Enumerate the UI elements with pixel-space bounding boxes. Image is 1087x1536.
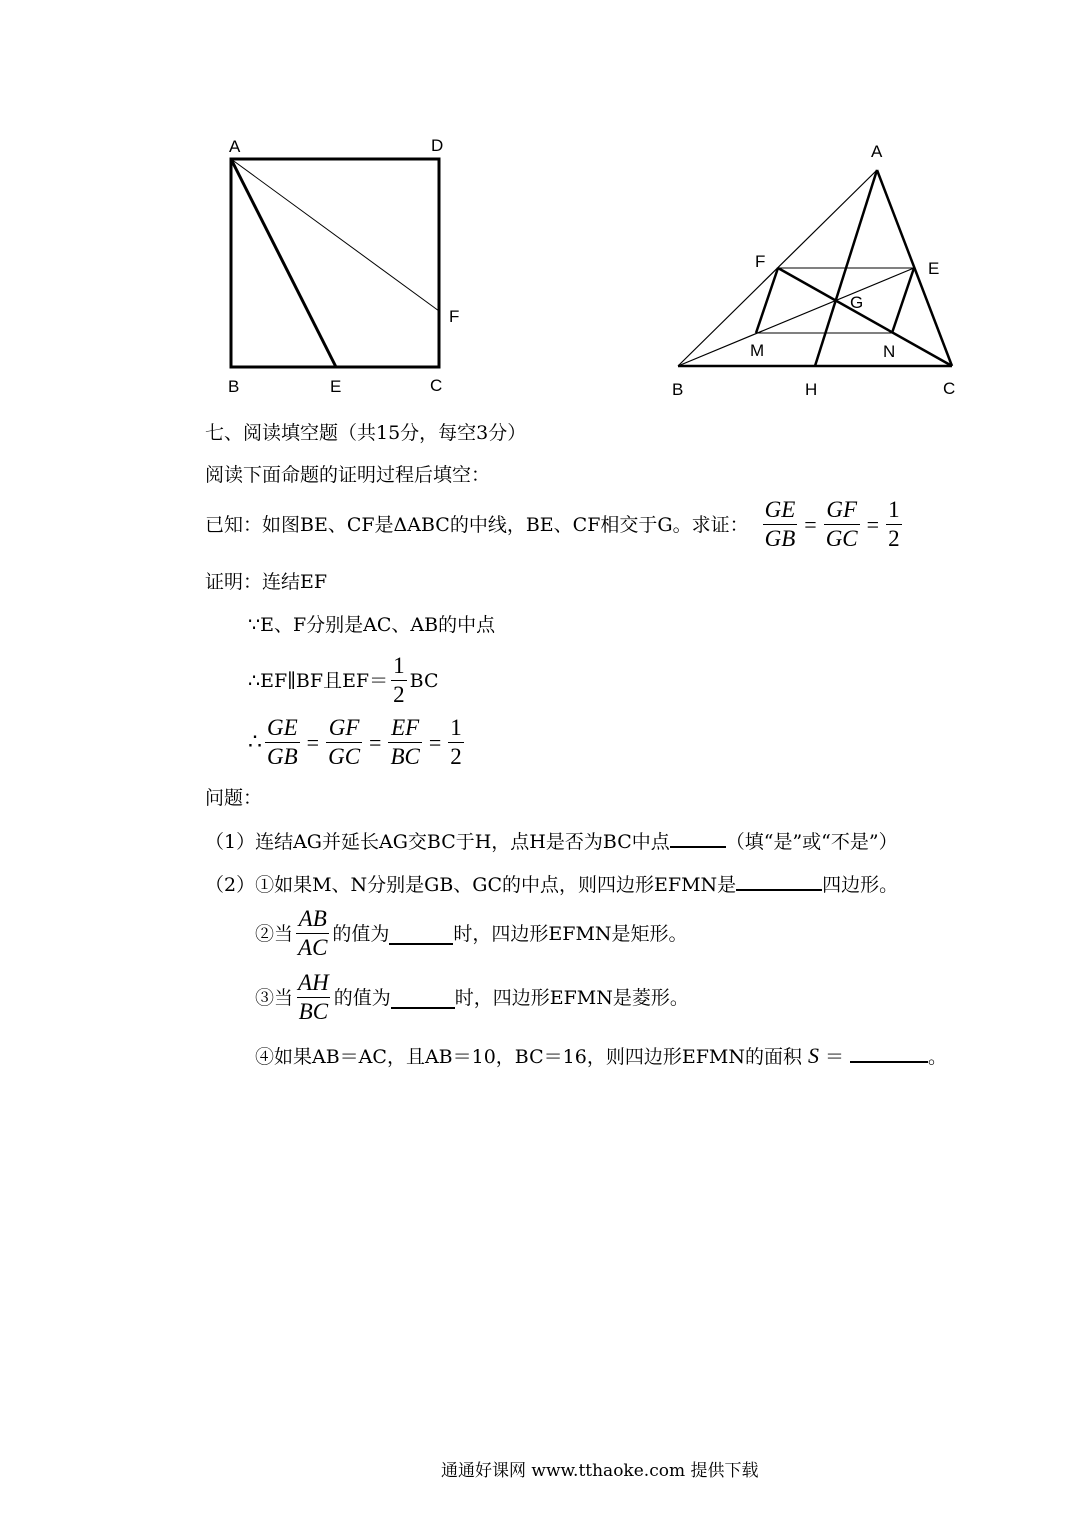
proof-frac-ge-gb: $\frac{GE}{GB}$: [267, 715, 298, 769]
given-line: 已知：如图BE、CF是ΔABC的中线，BE、CF相交于G。求证： $\frac{GE}{GB}$ = $\frac{GF}{GC}$ = $\frac{1}{2}$: [205, 497, 900, 551]
segment-af: [231, 159, 439, 311]
tri-label-e: E: [928, 259, 940, 278]
median-cf: [778, 268, 952, 366]
segment-en: [892, 268, 914, 333]
proof-frac-ef-bc: $\frac{EF}{BC}$: [390, 715, 420, 769]
answer-blank-4[interactable]: [391, 987, 455, 1009]
given-frac-gf-gc: $\frac{GF}{GC}$: [825, 497, 858, 551]
proof-frac-one-half: 1 2: [393, 653, 405, 707]
section-title: 七、阅读填空题（共15分，每空3分）: [205, 422, 527, 444]
answer-blank-1[interactable]: [670, 828, 726, 848]
question-4: ③当 AH BC 的值为 时，四边形EFMN是菱形。: [255, 970, 689, 1024]
tri-label-a: A: [871, 142, 883, 161]
tri-label-n: N: [883, 342, 896, 361]
page-footer: 通通好课网 www.tthaoke.com 提供下载: [441, 1461, 759, 1481]
intro-text: 阅读下面命题的证明过程后填空：: [205, 464, 491, 486]
questions-head: 问题：: [205, 787, 263, 809]
given-text: 已知：如图BE、CF是ΔABC的中线，BE、CF相交于G。求证：: [205, 513, 749, 536]
tri-label-b: B: [672, 380, 684, 399]
tri-label-m: M: [750, 341, 765, 360]
label-f: F: [449, 307, 460, 326]
label-b: B: [228, 377, 240, 396]
tri-label-h: H: [805, 380, 818, 399]
question-3: ②当 AB AC 的值为 时，四边形EFMN是矩形。: [255, 906, 688, 960]
question-1: （1）连结AG并延长AG交BC于H，点H是否为BC中点 （填“是”或“不是”）: [205, 828, 898, 854]
proof-line-2: ∴EF∥BF且EF＝ 1 2 BC: [248, 653, 439, 707]
proof-head: 证明：连结EF: [205, 571, 328, 593]
q3-frac-ab-ac: AB AC: [298, 906, 328, 960]
q4-frac-ah-bc: AH BC: [298, 970, 329, 1024]
tri-label-g: G: [850, 293, 864, 312]
given-frac-one-half: $\frac{1}{2}$: [888, 497, 900, 551]
question-2: （2）①如果M、N分别是GB、GC的中点，则四边形EFMN是 四边形。: [205, 871, 898, 897]
tri-label-c: C: [943, 379, 956, 398]
label-c: C: [430, 376, 443, 395]
proof-line-3: ∴ $\frac{GE}{GB}$ = $\frac{GF}{GC}$ = $\frac{EF}{BC}$ = $\frac{1}{2}$: [248, 715, 462, 769]
question-5: ④如果AB＝AC，且AB＝10，BC＝16，则四边形EFMN的面积 S ＝ 。: [255, 1043, 947, 1068]
triangle-figure: [665, 160, 965, 375]
label-a: A: [229, 137, 241, 156]
square-figure: [220, 135, 480, 405]
label-e: E: [330, 377, 342, 396]
proof-frac-gf-gc: $\frac{GF}{GC}$: [328, 715, 361, 769]
answer-blank-2[interactable]: [736, 871, 822, 891]
segment-ae: [231, 159, 336, 367]
answer-blank-3[interactable]: [389, 923, 453, 945]
label-d: D: [431, 136, 444, 155]
tri-label-f: F: [755, 252, 766, 271]
given-frac-ge-gb: $\frac{GE}{GB}$: [764, 497, 796, 551]
square-abcd: [231, 159, 439, 367]
answer-blank-5[interactable]: [850, 1043, 928, 1063]
proof-frac-one-half-2: $\frac{1}{2}$: [450, 715, 462, 769]
median-be: [678, 268, 914, 366]
proof-line-1: ∵E、F分别是AC、AB的中点: [248, 614, 496, 636]
